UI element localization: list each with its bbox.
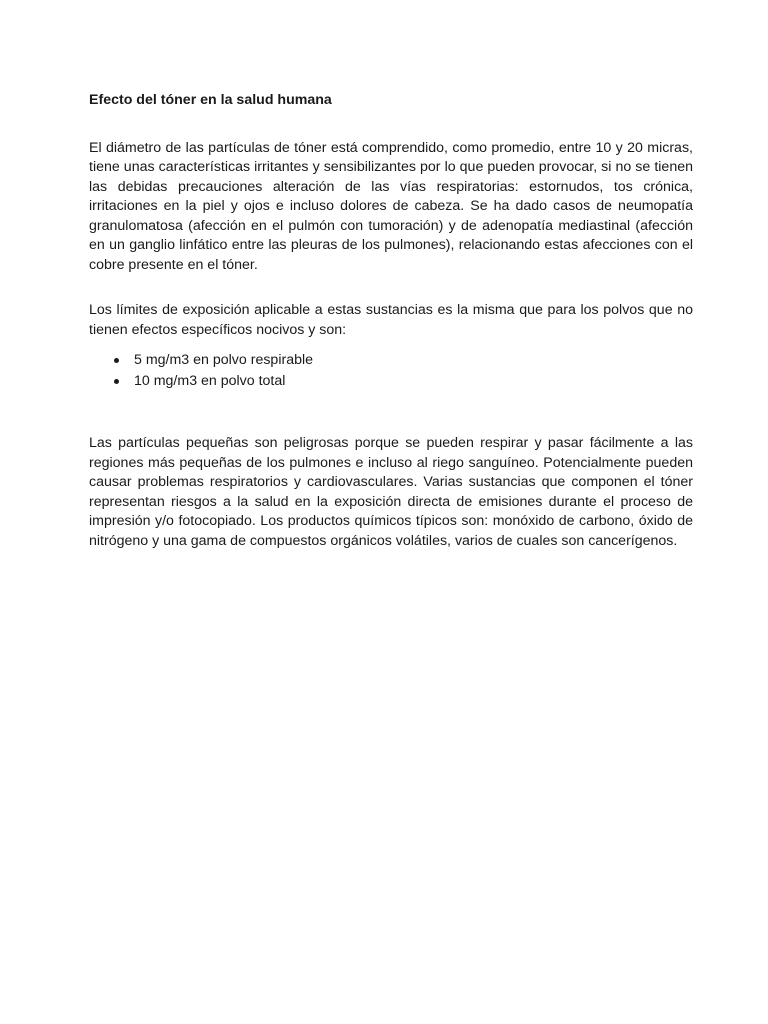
paragraph-health-risks: Las partículas pequeñas son peligrosas porque se pueden respirar y pasar fácilmente a las regiones más pequeñas de los pulmones e incluso al riego sanguíneo. Potencialmente pueden causar problemas respiratorios y cardiovasculares. Varias sustancias que componen el tóner representan riesgos a la salud en la exposición directa de emisiones durante el proceso de impresión y/o fotocopiado. Los productos químicos típicos son: monóxido de carbono, óxido de nitrógeno y una gama de compuestos orgánicos volátiles, varios de cuales son cancerígenos. — [89, 435, 693, 549]
list-item — [89, 371, 693, 392]
bullet-icon — [114, 358, 119, 363]
list-item-text: 10 mg/m3 en polvo total — [134, 373, 286, 389]
document-page — [89, 91, 693, 551]
list-item — [89, 350, 693, 371]
exposure-limits-list — [89, 350, 693, 392]
bullet-icon — [114, 379, 119, 384]
paragraph-particles: El diámetro de las partículas de tóner está comprendido, como promedio, entre 10 y 20 micras, tiene unas características irritantes y sensibilizantes por lo que pueden provocar, si no se tienen las debidas precauciones alteración de las vías respiratorias: estornudos, tos crónica, irritaciones en la piel y ojos e incluso dolores de cabeza. Se ha dado casos de neumopatía granulomatosa (afección en el pulmón con tumoración) y de adenopatía mediastinal (afección en un ganglio linfático entre las pleuras de los pulmones), relacionando estas afecciones con el cobre presente en el tóner. — [89, 139, 693, 273]
list-item-text: 5 mg/m3 en polvo respirable — [134, 352, 314, 368]
paragraph-exposure-limits: Los límites de exposición aplicable a estas sustancias es la misma que para los polvos que no tienen efectos específicos nocivos y son: — [89, 302, 693, 338]
document-title: Efecto del tóner en la salud humana — [89, 92, 332, 108]
